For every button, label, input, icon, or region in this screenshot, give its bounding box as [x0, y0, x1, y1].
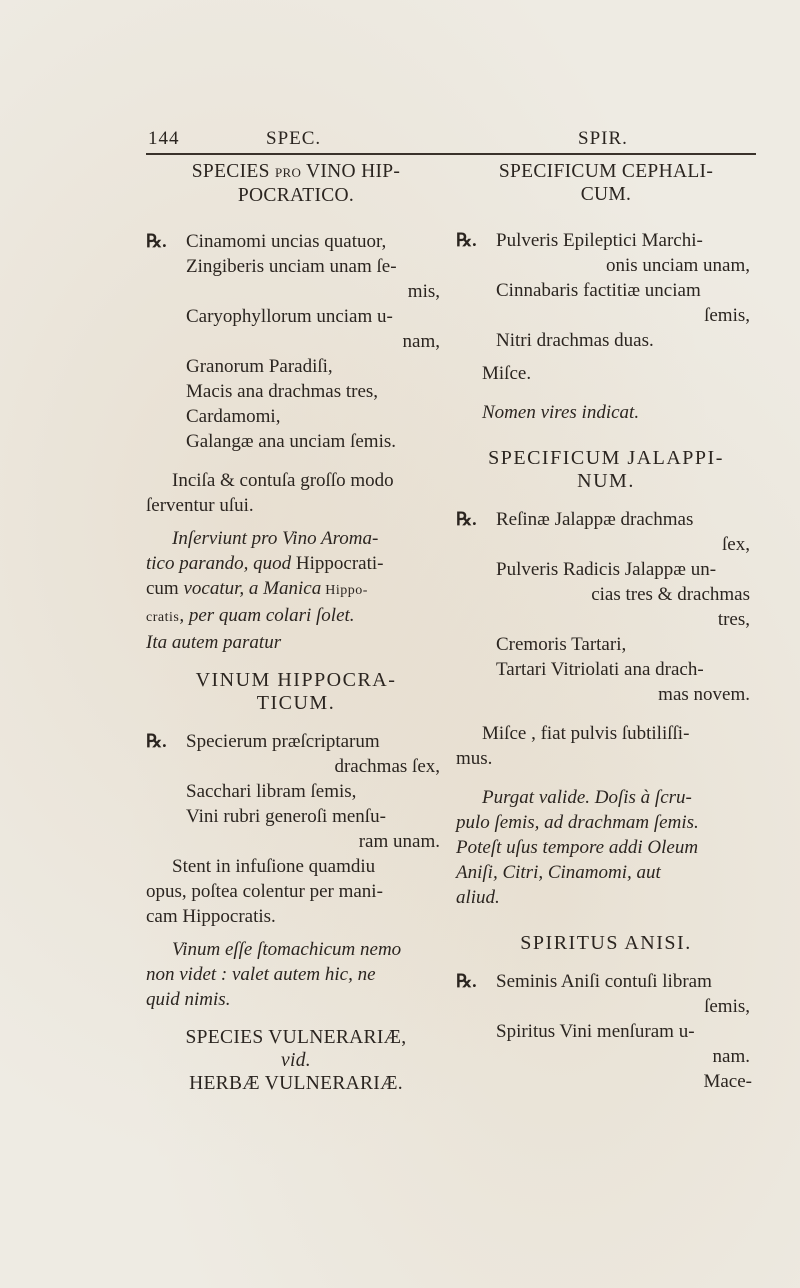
- recipe-symbol: ℞.: [146, 731, 167, 751]
- commentary-paragraph: [146, 526, 446, 655]
- ingredient-line: Macis ana drachmas tres,: [186, 381, 379, 402]
- heading-text: NUM.: [577, 470, 635, 492]
- commentary-line: Purgat valide. Doſis à ſcru-: [482, 787, 692, 808]
- commentary-text: , per quam colari ſolet.: [179, 605, 355, 626]
- cross-reference: vid.: [281, 1050, 311, 1071]
- ingredient-line: Granorum Paradiſi,: [186, 356, 333, 377]
- ingredient-line: tres,: [717, 609, 750, 630]
- commentary-line: Nomen vires indicat.: [482, 402, 640, 423]
- header-rule: [146, 153, 756, 155]
- commentary-line: Vinum eſſe ſtomachicum nemo: [172, 939, 402, 960]
- commentary-text: cum: [146, 578, 184, 599]
- section-heading-vinum: [146, 669, 446, 715]
- right-column: [456, 160, 756, 1094]
- ingredient-line: Seminis Aniſi contuſi libram: [496, 971, 712, 992]
- instruction-text: Miſce , fiat pulvis ſubtiliſſi-: [482, 723, 690, 744]
- ingredient-line: nam,: [402, 331, 440, 352]
- ingredient-line: cias tres & drachmas: [591, 584, 750, 605]
- ingredient-line: mis,: [407, 281, 440, 302]
- ingredient-line: Nitri drachmas duas.: [496, 330, 654, 351]
- heading-text: PRO: [274, 165, 302, 180]
- ingredient-line: Caryophyllorum unciam u-: [186, 306, 393, 327]
- recipe-symbol: ℞.: [456, 971, 477, 991]
- commentary-line: non videt : valet autem hic, ne: [146, 964, 376, 985]
- ingredient-line: Cremoris Tartari,: [496, 634, 627, 655]
- ingredient-line: Pulveris Epileptici Marchi-: [496, 230, 703, 251]
- ingredient-line: onis unciam unam,: [605, 255, 750, 276]
- ingredient-line: Specierum præſcriptarum: [186, 731, 380, 752]
- heading-text: SPECIFICUM CEPHALI-: [498, 161, 714, 182]
- ingredient-line: Cardamomi,: [186, 406, 281, 427]
- commentary-line: Inſerviunt pro Vino Aroma-: [172, 528, 379, 549]
- recipe-cephalicum: [456, 228, 756, 353]
- ingredient-line: nam.: [712, 1046, 750, 1067]
- heading-text: VINO HIP-: [305, 161, 401, 182]
- commentary-line: Poteſt uſus tempore addi Oleum: [456, 837, 699, 858]
- instruction-text: mus.: [456, 748, 493, 769]
- heading-text: SPECIFICUM JALAPPI-: [488, 447, 724, 469]
- instruction-text: cam Hippocratis.: [146, 906, 276, 927]
- instruction-text: Inciſa & contuſa groſſo modo: [172, 470, 394, 491]
- running-head: [148, 128, 758, 154]
- commentary-text: vocatur, a Manica: [183, 578, 322, 599]
- heading-text: VINUM HIPPOCRA-: [195, 669, 397, 691]
- heading-text: POCRATICO.: [237, 185, 355, 206]
- section-heading-species-vino: [146, 160, 446, 207]
- ingredient-line: Sacchari libram ſemis,: [186, 781, 357, 802]
- recipe-jalappinum: [456, 507, 756, 707]
- heading-text: SPECIES VULNERARIÆ,: [185, 1027, 407, 1048]
- commentary-line: aliud.: [456, 887, 500, 908]
- recipe-species-vino: [146, 229, 446, 454]
- ingredient-line: Cinamomi uncias quatuor,: [186, 231, 387, 252]
- running-head-right: SPIR.: [578, 128, 628, 149]
- recipe-symbol: ℞.: [456, 509, 477, 529]
- recipe-vinum: [146, 729, 446, 854]
- ingredient-line: Vini rubri generoſi menſu-: [186, 806, 386, 827]
- instruction-text: Miſce.: [482, 363, 532, 384]
- ingredient-line: Zingiberis unciam unam ſe-: [186, 256, 397, 277]
- instruction-text: ſerventur uſui.: [146, 495, 254, 516]
- commentary-text: Hippo-: [321, 583, 368, 598]
- ingredient-line: ſemis,: [704, 996, 750, 1017]
- ingredient-line: drachmas ſex,: [334, 756, 440, 777]
- heading-text: CUM.: [580, 184, 632, 205]
- ingredient-line: Reſinæ Jalappæ drachmas: [496, 509, 694, 530]
- heading-text: SPECIES: [191, 161, 270, 182]
- ingredient-line: ſex,: [722, 534, 750, 555]
- commentary-line: Aniſi, Citri, Cinamomi, aut: [456, 862, 661, 883]
- instruction-text: Stent in infuſione quamdiu: [172, 856, 376, 877]
- section-heading-spiritus-anisi: SPIRITUS ANISI.: [520, 932, 692, 954]
- ingredient-line: Galangæ ana unciam ſemis.: [186, 431, 396, 452]
- section-heading-specificum-jalappinum: [456, 447, 756, 493]
- ingredient-line: mas novem.: [658, 684, 750, 705]
- commentary-line: quid nimis.: [146, 989, 231, 1010]
- commentary-line: pulo ſemis, ad drachmam ſemis.: [456, 812, 699, 833]
- heading-text: HERBÆ VULNERARIÆ.: [189, 1073, 403, 1094]
- ingredient-line: Cinnabaris factitiæ unciam: [496, 280, 701, 301]
- commentary-text: tico parando, quod: [146, 553, 292, 574]
- instruction-text: opus, poſtea colentur per mani-: [146, 881, 383, 902]
- commentary-line: Ita autem paratur: [146, 632, 282, 653]
- heading-text: TICUM.: [256, 692, 336, 714]
- recipe-symbol: ℞.: [146, 231, 167, 251]
- ingredient-line: Pulveris Radicis Jalappæ un-: [496, 559, 717, 580]
- commentary-text: Hippocrati-: [291, 553, 384, 574]
- commentary-text: cratis: [146, 610, 180, 625]
- ingredient-line: Tartari Vitriolati ana drach-: [496, 659, 704, 680]
- left-column: [146, 160, 446, 1095]
- ingredient-line: ſemis,: [704, 305, 750, 326]
- ingredient-line: Spiritus Vini menſuram u-: [496, 1021, 695, 1042]
- section-heading-specificum-cephalicum: [456, 160, 756, 206]
- page-number: 144: [148, 128, 180, 149]
- recipe-symbol: ℞.: [456, 230, 477, 250]
- ingredient-line: ram unam.: [358, 831, 440, 852]
- recipe-spiritus-anisi: [456, 969, 756, 1069]
- running-head-left: SPEC.: [266, 128, 322, 149]
- section-heading-species-vulnerariae: [146, 1026, 446, 1095]
- catchword: Mace-: [703, 1071, 752, 1092]
